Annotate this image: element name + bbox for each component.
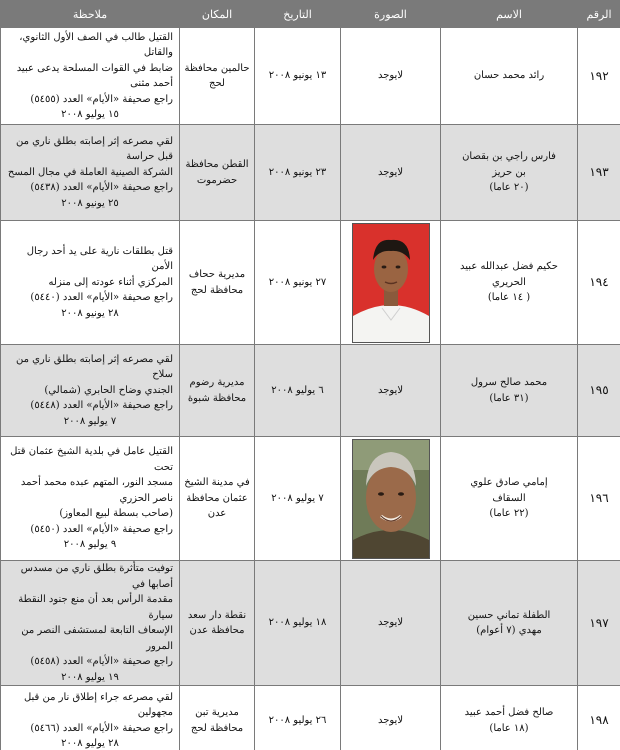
photo-cell [341,437,441,561]
victim-name-line: صالح فضل أحمد عبيد [464,707,554,718]
note-line: راجع صحيفة «الأيام» العدد (٥٤٦٦) [30,722,173,734]
victim-age: (٢٢ عاما) [489,508,529,520]
victim-name-line: رائد محمد حسان [473,70,545,82]
victim-photo [352,439,430,559]
note-line: لقي مصرعه جراء إطلاق نار من قبل مجهولين [23,691,173,718]
note-line: المركزي أثناء عودته إلى منزله [48,276,173,288]
header-date: التاريخ [255,1,341,28]
note-line: قتل بطلقات نارية على يد أحد رجال الأمن [26,245,173,273]
note-line: ضابط في القوات المسلحة يدعى عبيد أحمد مثنى [16,62,173,89]
note-line: القتيل طالب في الصف الأول الثانوي، والقاتل [19,31,173,58]
place-line: القطن محافظة [185,159,249,170]
note-line: راجع صحيفة «الأيام» العدد (٥٤٤٨) [30,400,173,412]
photo-cell: لايوجد [341,125,441,221]
place-line: عثمان محافظة [186,492,248,504]
photo-cell: لايوجد [341,28,441,125]
note-cell [1,345,180,437]
note-line: توفيت متأثرة بطلق ناري من مسدس أصابها في [20,563,173,590]
place-line: مديرية ححاف [188,269,246,280]
place-line: محافظة عدن [189,625,245,636]
note-line: (صاحب بسطة لبيع المعاوز) [59,508,173,520]
portrait-image [353,224,429,342]
victim-name [441,437,578,561]
photo-cell: لايوجد [341,345,441,437]
place-line: محافظة لحج [190,722,244,734]
note-line: القتيل عامل في بلدية الشيخ عثمان قتل تحت [10,446,173,473]
victim-age: (٣١ عاما) [489,392,529,404]
note-line: مسجد النور، المتهم عبده محمد أحمد ناصر الحزري [20,477,173,504]
note-cell [1,686,180,750]
note-cell [1,125,180,221]
note-line: راجع صحيفة «الأيام» العدد (٥٤٥٨) [30,656,173,667]
incident-date: ١٨ يوليو ٢٠٠٨ [255,561,341,686]
victim-age: (١٨ عاما) [489,722,529,734]
note-line: راجع صحيفة «الأيام» العدد (٥٤٥٥) [30,93,173,105]
place-line: مديرية رضوم [189,377,245,388]
incident-place [180,437,255,561]
victim-name [441,125,578,221]
incident-place [180,221,255,345]
note-line: مقدمة الرأس بعد أن منع جنود النقطة سيارة [18,594,173,621]
place-line: حالمين محافظة [184,62,250,74]
victim-name-line: فارس راجي بن بقصان [462,151,556,163]
victim-name-line: السقاف [492,492,526,504]
note-source-date: ٩ يوليو ٢٠٠٨ [63,539,117,551]
note-source-date: ٢٥ يونيو ٢٠٠٨ [61,197,119,209]
row-number: ١٩٨ [578,686,620,750]
row-number: ١٩٤ [578,221,620,345]
row-number: ١٩٦ [578,437,620,561]
note-line: الإسعاف التابعة لمستشفى النصر من المرور [21,625,173,652]
incident-place [180,561,255,686]
header-num: الرقم [578,1,620,28]
place-line: عدن [207,508,227,520]
header-photo: الصورة [341,1,441,28]
place-line: محافظة لحج [190,284,244,296]
place-line: محافظة شبوة [187,392,247,404]
photo-cell: لايوجد [341,561,441,686]
place-line: نقطة دار سعد [187,609,247,621]
victim-name [441,28,578,125]
note-line: لقي مصرعه إثر إصابته بطلق ناري من سلاح [15,353,173,381]
incident-place [180,345,255,437]
victim-name-line: بن حريز [492,166,526,178]
portrait-image [353,440,429,558]
note-line: لقي مصرعه إثر إصابته بطلق ناري من قبل حراسة [15,135,173,163]
header-place: المكان [180,1,255,28]
victim-name-line: مهدي (٧ أعوام) [476,625,542,636]
photo-cell: لايوجد [341,686,441,750]
row-number: ١٩٥ [578,345,620,437]
incident-date: ٧ يوليو ٢٠٠٨ [255,437,341,561]
note-source-date: ٢٨ يوليو ٢٠٠٨ [61,738,119,749]
table-row [1,221,620,345]
note-cell [1,561,180,686]
table-row [1,125,620,221]
table-row [1,28,620,125]
victim-name [441,686,578,750]
note-source-date: ١٩ يوليو ٢٠٠٨ [61,671,119,683]
place-line: لحج [209,78,225,89]
place-line: حضرموت [196,174,238,186]
row-number: ١٩٣ [578,125,620,221]
note-line: الجندي وضاح الحابري (شمالي) [44,384,173,396]
incident-date: ٦ يوليو ٢٠٠٨ [255,345,341,437]
incident-date: ٢٧ يونيو ٢٠٠٨ [255,221,341,345]
note-line: راجع صحيفة «الأيام» العدد (٥٤٤٠) [30,292,173,304]
row-number: ١٩٧ [578,561,620,686]
table-row [1,561,620,686]
victim-photo [352,223,430,343]
victim-name-line: حكيم فضل عبدالله عبيد [460,261,558,273]
header-note: ملاحظة [1,1,180,28]
incident-place [180,125,255,221]
incident-date: ٢٦ يوليو ٢٠٠٨ [255,686,341,750]
victim-name-line: إمامي صادق علوي [470,477,548,489]
note-source-date: ١٥ يوليو ٢٠٠٨ [61,109,119,120]
header-name: الاسم [441,1,578,28]
victim-name [441,345,578,437]
note-cell [1,28,180,125]
incident-place [180,28,255,125]
note-line: راجع صحيفة «الأيام» العدد (٥٤٥٠) [30,523,173,535]
note-line: الشركة الصينية العاملة في مجال المسح [7,166,173,178]
victim-name-line: محمد صالح سرول [470,377,548,388]
table-row [1,437,620,561]
row-number: ١٩٢ [578,28,620,125]
victim-age: (٢٠ عاما) [489,182,529,194]
victim-name [441,561,578,686]
note-cell [1,221,180,345]
incident-date: ١٣ يونيو ٢٠٠٨ [255,28,341,125]
header-row [1,1,620,28]
note-source-date: ٢٨ يونيو ٢٠٠٨ [61,307,119,319]
victim-name-line: الطفلة تماني حسين [467,609,551,621]
victim-age: ( ١٤ عاما) [487,292,531,304]
place-line: مديرية تبن [195,707,239,718]
victim-name-line: الحريري [492,276,526,288]
incident-date: ٢٣ يونيو ٢٠٠٨ [255,125,341,221]
note-source-date: ٧ يوليو ٢٠٠٨ [63,415,117,427]
table-row [1,345,620,437]
note-line: راجع صحيفة «الأيام» العدد (٥٤٣٨) [30,182,173,194]
victim-name [441,221,578,345]
place-line: في مدينة الشيخ [184,477,250,489]
incident-place [180,686,255,750]
table-row [1,686,620,750]
note-cell [1,437,180,561]
photo-cell [341,221,441,345]
